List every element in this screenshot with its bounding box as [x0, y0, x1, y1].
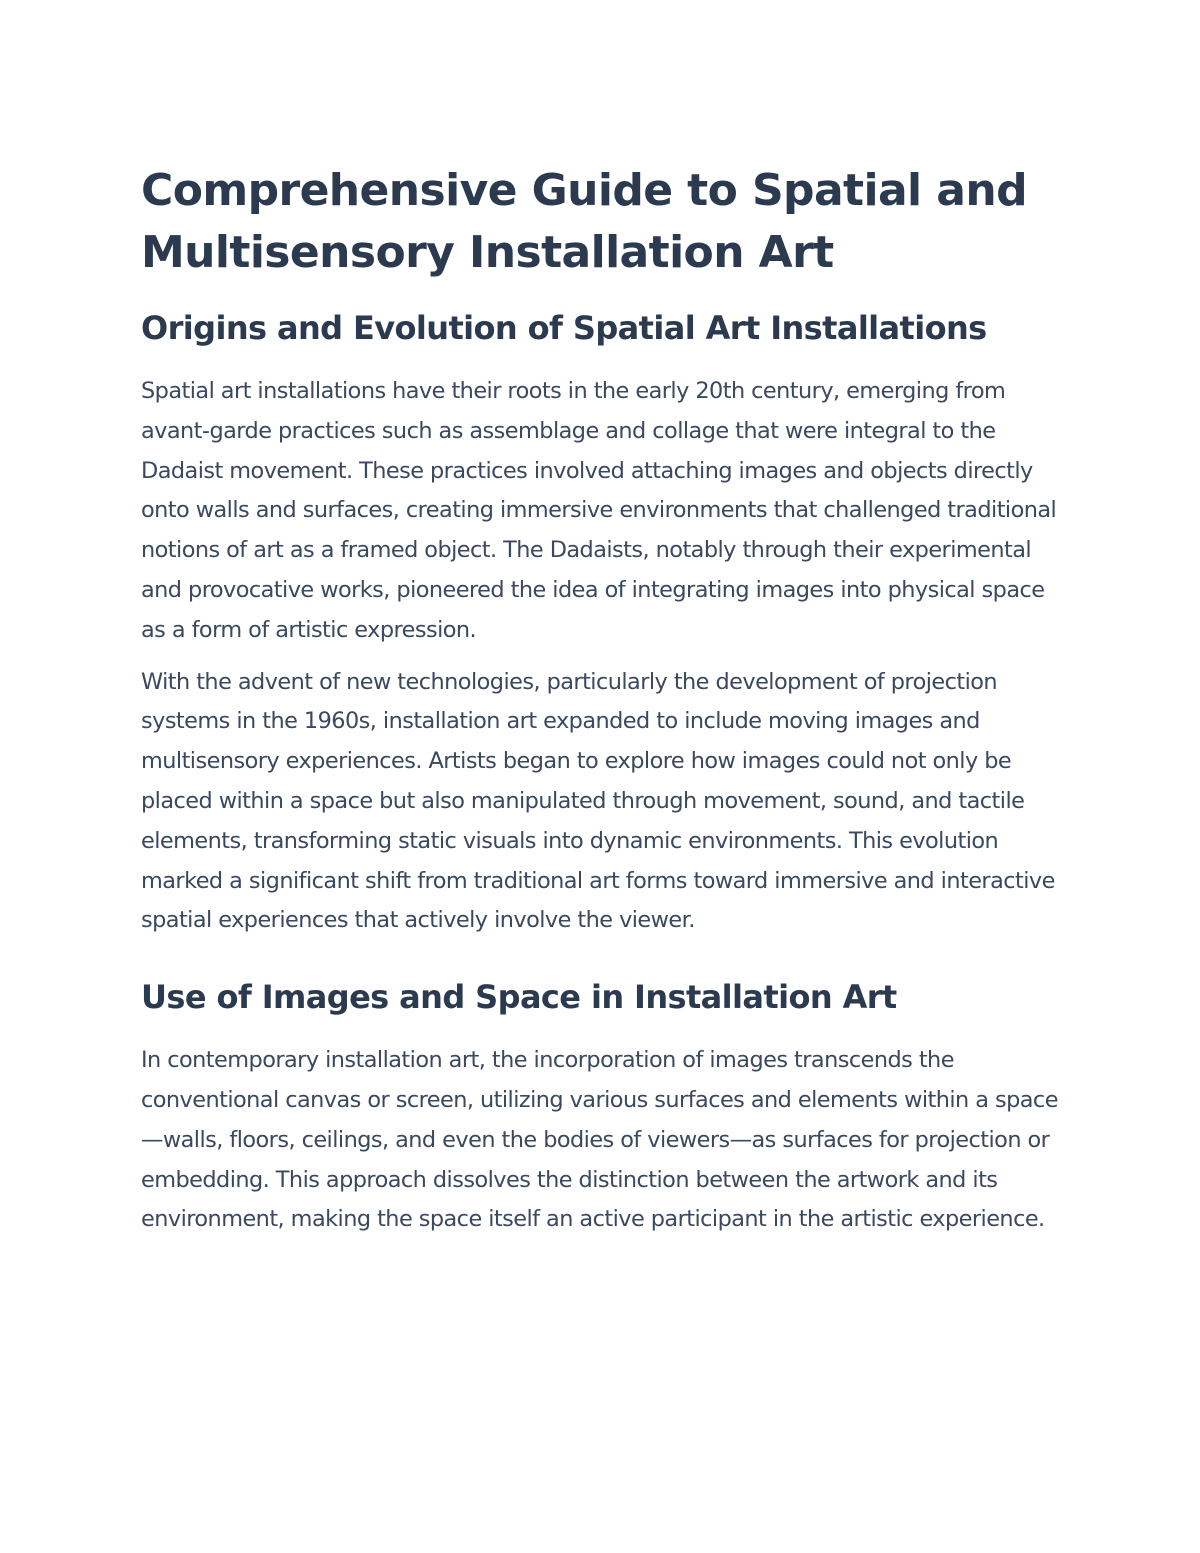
- section-heading-images-space: Use of Images and Space in Installation Art: [141, 978, 897, 1017]
- section-heading-origins: Origins and Evolution of Spatial Art Installations: [141, 309, 987, 347]
- paragraph-origins-1: Spatial art installations have their roots in the early 20th century, emerging from avant-garde practices such as assemblage and collage that were integral to the Dadaist movement. These practices involved attaching images and objects directly onto walls and surfaces, creating immersive environments that challenged traditional notions of art as a framed object. The Dadaists, notably through their experimental and provocative works, pioneered the idea of integrating images into physical space as a form of artistic expression.: [141, 378, 1057, 643]
- document-title: Comprehensive Guide to Spatial and Multisensory Installation Art: [141, 165, 1027, 278]
- paragraph-origins-2: With the advent of new technologies, particularly the development of projection systems in the 1960s, installation art expanded to include moving images and multisensory experiences. Artists began to explore how images could not only be placed within a space but also manipulated through movement, sound, and tactile elements, transforming static visuals into dynamic environments. This evolution marked a significant shift from traditional art forms toward immersive and interactive spatial experiences that actively involve the viewer.: [141, 668, 1055, 934]
- paragraph-images-space-1: In contemporary installation art, the incorporation of images transcends the conventional canvas or screen, utilizing various surfaces and elements within a space—walls, floors, ceilings, and even the bodies of viewers—as surfaces for projection or embedding. This approach dissolves the distinction between the artwork and its environment, making the space itself an active participant in the artistic experience.: [141, 1047, 1058, 1233]
- section-images-space: [141, 975, 1061, 1240]
- document-page: [141, 160, 1061, 1252]
- section-origins: [141, 306, 1061, 941]
